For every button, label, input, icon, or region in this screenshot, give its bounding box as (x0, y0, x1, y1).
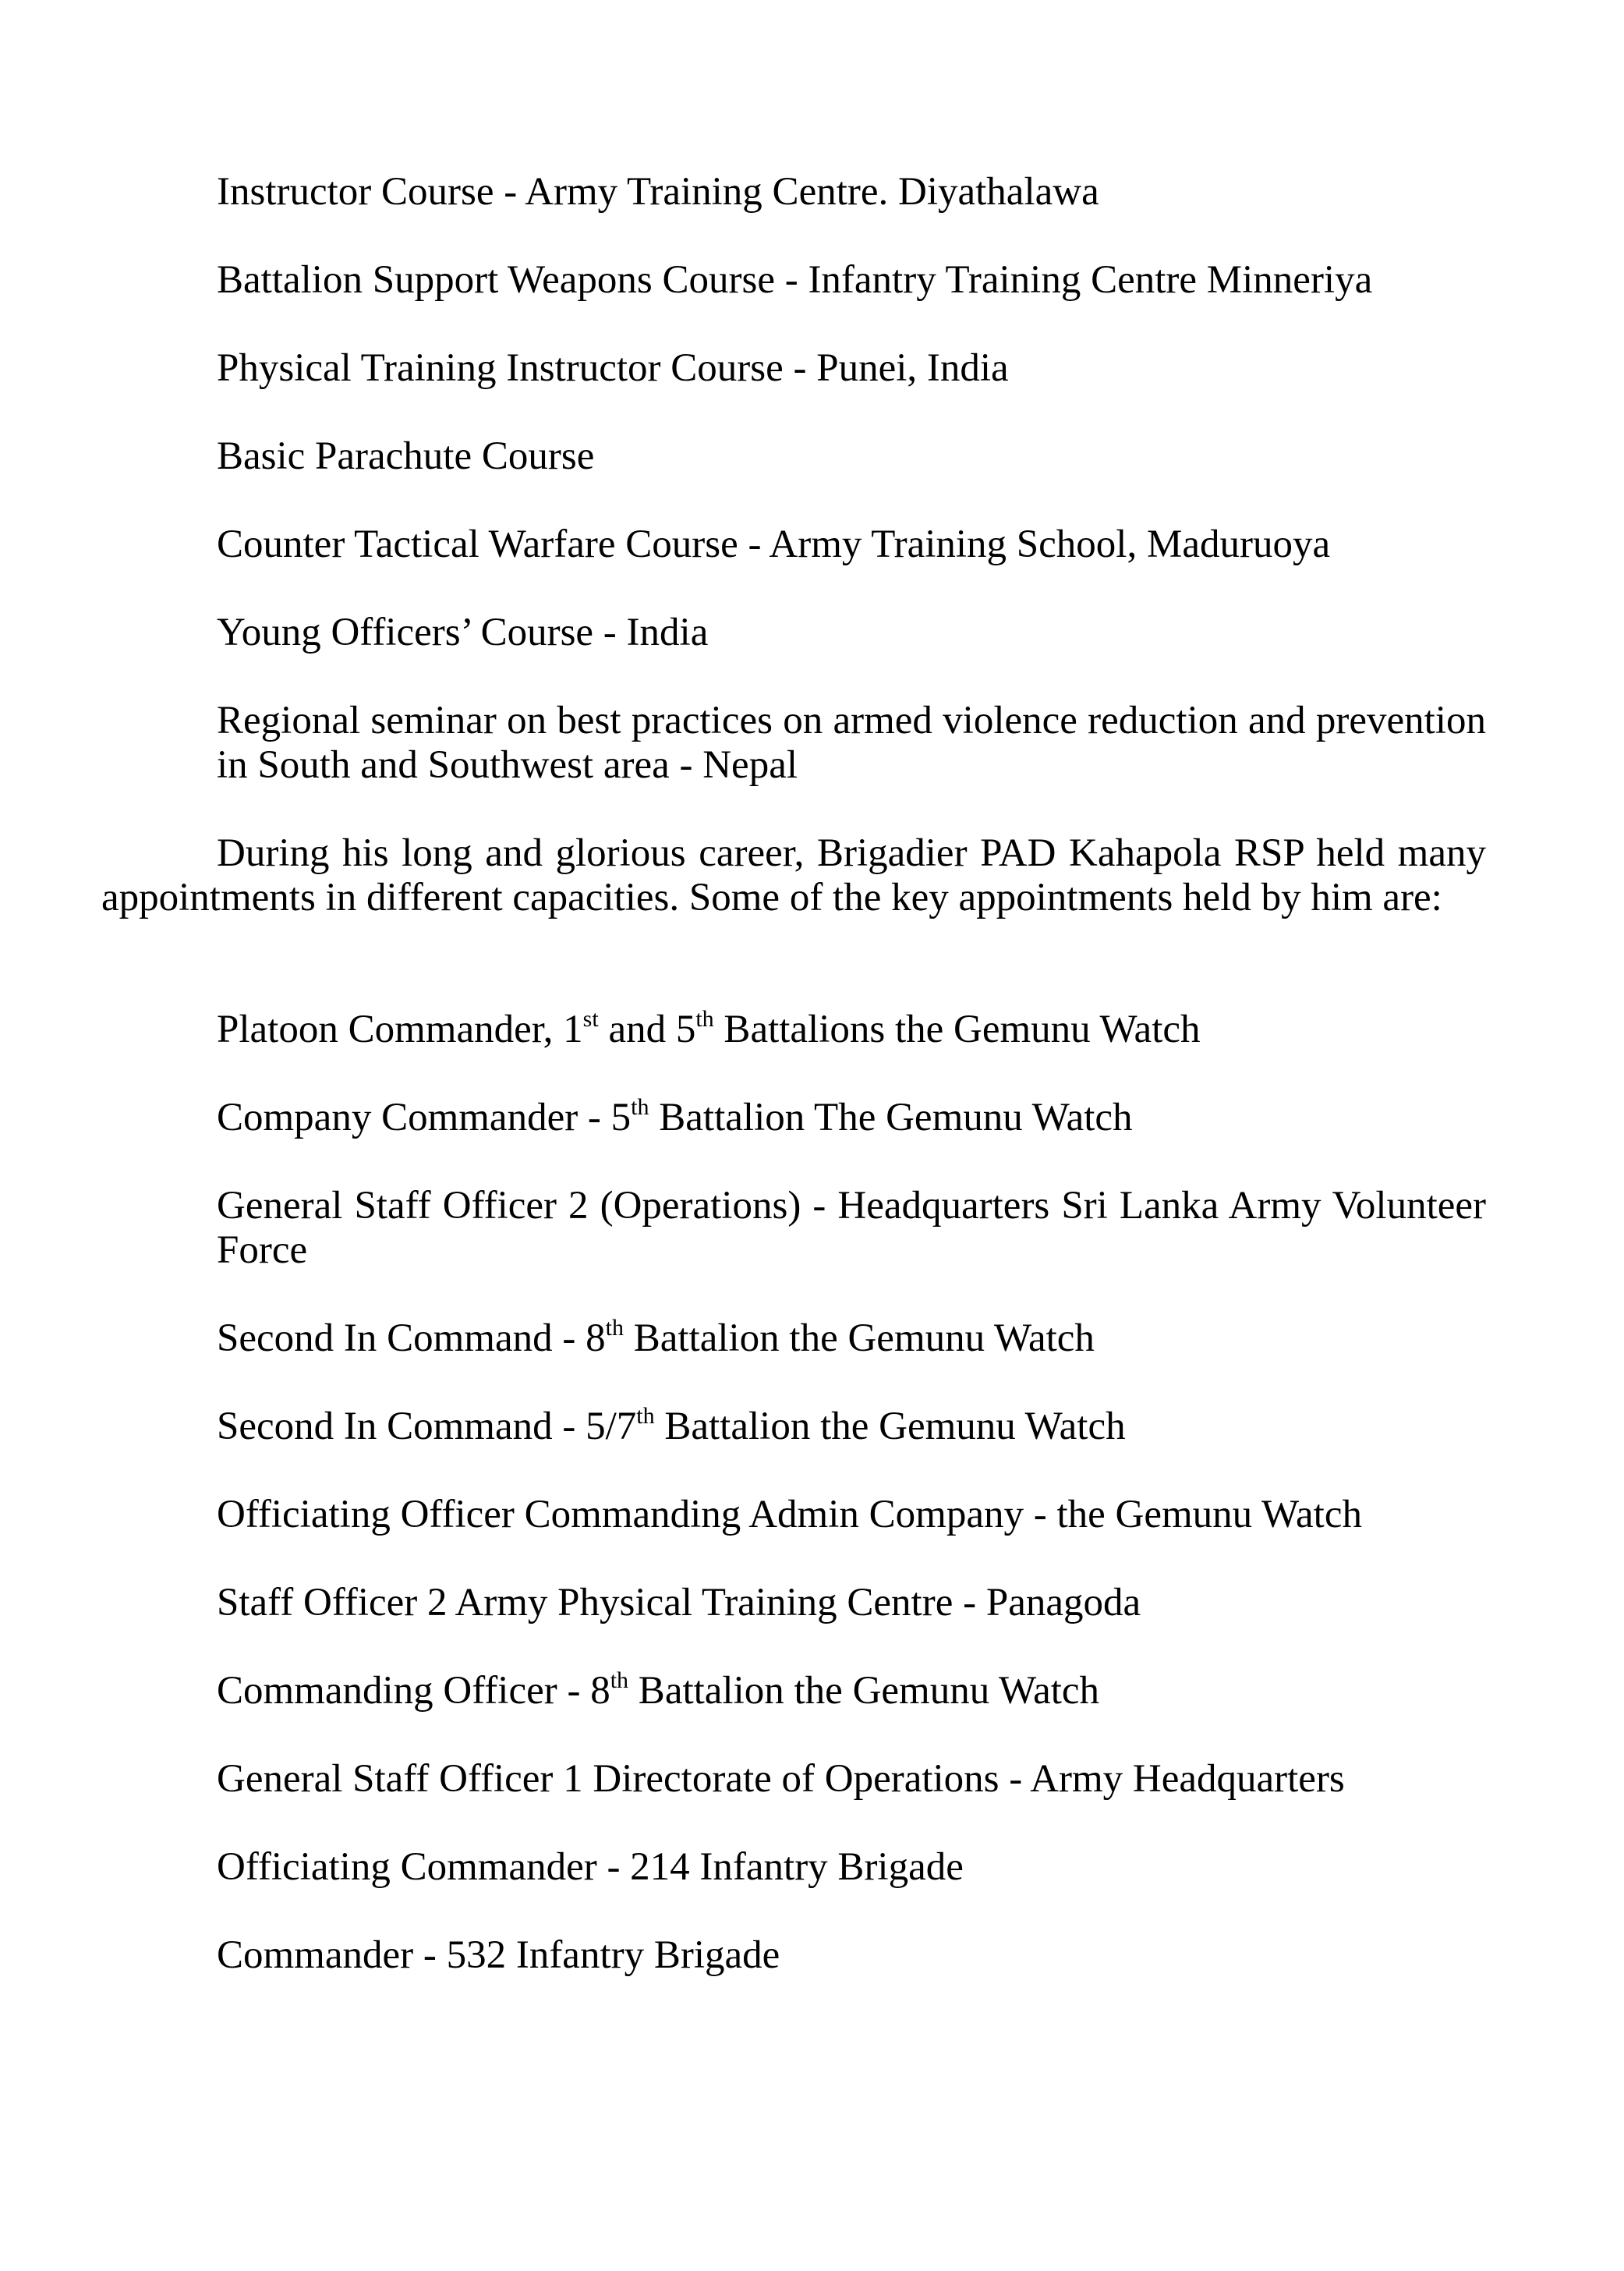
appointment-text: Battalion the Gemunu Watch (654, 1405, 1126, 1448)
appointment-text: Battalions the Gemunu Watch (713, 1008, 1201, 1051)
career-paragraph (101, 831, 1486, 920)
ordinal-suffix: th (695, 1006, 714, 1032)
appointment-item (217, 1669, 1486, 1713)
appointment-item: Officiating Commander - 214 Infantry Brigade (217, 1845, 964, 1889)
appointment-text: Second In Command - 5/7 (217, 1405, 637, 1448)
course-item: Battalion Support Weapons Course - Infantry Training Centre Minneriya (217, 258, 1373, 302)
ordinal-suffix: th (631, 1094, 649, 1120)
appointment-text: Platoon Commander, 1 (217, 1008, 583, 1051)
ordinal-suffix: th (605, 1315, 624, 1341)
appointment-item (217, 1405, 1486, 1449)
appointment-item: Officiating Officer Commanding Admin Company - the Gemunu Watch (217, 1493, 1362, 1536)
appointment-item (217, 1008, 1486, 1052)
appointment-text: and 5 (598, 1008, 696, 1051)
course-item: Physical Training Instructor Course - Punei, India (217, 346, 1009, 390)
appointment-item: Commander - 532 Infantry Brigade (217, 1933, 780, 1977)
course-item: Counter Tactical Warfare Course - Army Training School, Maduruoya (217, 523, 1331, 566)
appointment-text: Second In Command - 8 (217, 1316, 606, 1360)
appointment-item: Staff Officer 2 Army Physical Training Centre - Panagoda (217, 1581, 1141, 1624)
appointment-text: Commanding Officer - 8 (217, 1669, 610, 1713)
ordinal-suffix: th (610, 1667, 629, 1693)
appointment-item (217, 1096, 1486, 1140)
course-item: Regional seminar on best practices on armed violence reduction and prevention in South and Southwest area - Nepal (217, 699, 1486, 787)
appointment-text: Battalion the Gemunu Watch (628, 1669, 1100, 1713)
appointment-text: Company Commander - 5 (217, 1096, 632, 1139)
course-item: Instructor Course - Army Training Centre. Diyathalawa (217, 170, 1099, 214)
course-item: Young Officers’ Course - India (217, 611, 709, 654)
course-item: Basic Parachute Course (217, 434, 595, 478)
appointment-text: Battalion the Gemunu Watch (623, 1316, 1095, 1360)
appointment-item (217, 1316, 1486, 1361)
career-paragraph-text: During his long and glorious career, Brigadier PAD Kahapola RSP held many appointments in different capacities. Some of the key appointments held by him are: (101, 831, 1486, 919)
ordinal-suffix: st (582, 1006, 599, 1032)
ordinal-suffix: th (636, 1403, 655, 1429)
appointment-item: General Staff Officer 2 (Operations) - Headquarters Sri Lanka Army Volunteer Force (217, 1184, 1486, 1272)
appointment-text: Battalion The Gemunu Watch (649, 1096, 1133, 1139)
appointment-item: General Staff Officer 1 Directorate of Operations - Army Headquarters (217, 1757, 1345, 1801)
